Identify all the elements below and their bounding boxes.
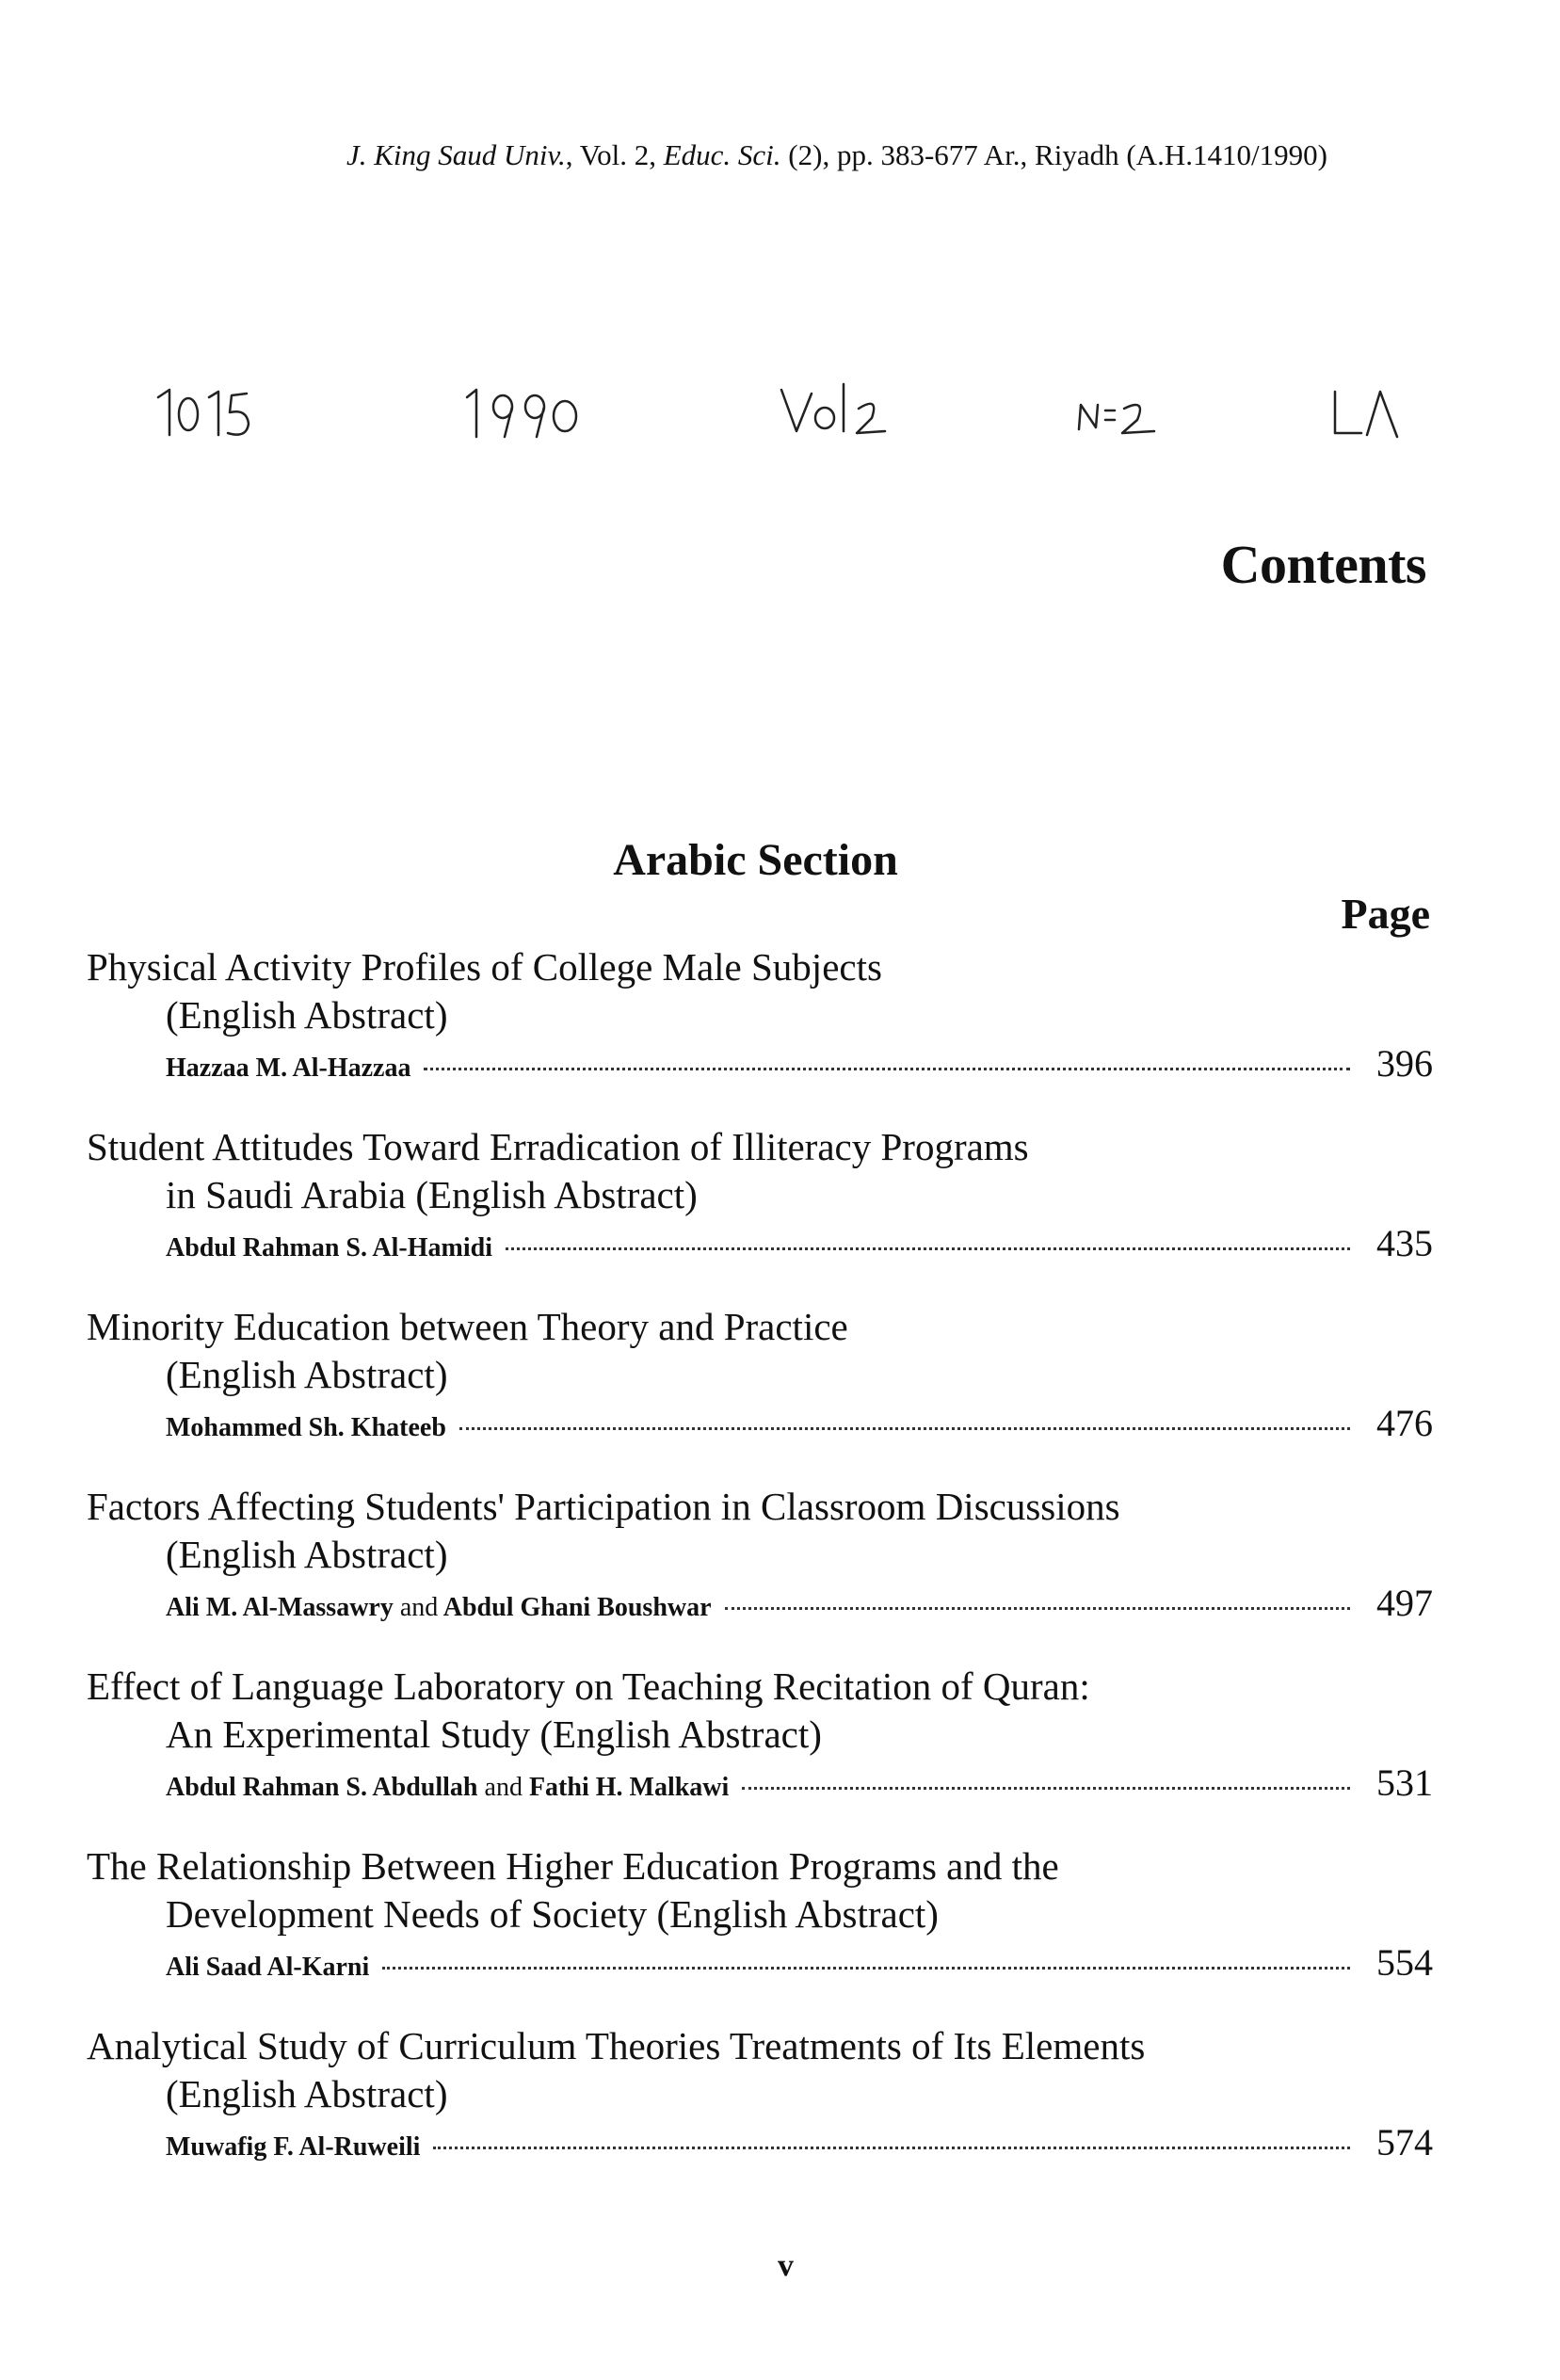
entry-title-continued: (English Abstract)	[166, 2072, 448, 2115]
entry-title: The Relationship Between Higher Education Programs and the	[87, 1844, 1059, 1888]
entry-page-number: 531	[1376, 1761, 1433, 1804]
entry-page-number: 497	[1376, 1582, 1433, 1624]
handwritten-note-issue	[1079, 405, 1154, 433]
handwritten-note-volume	[781, 384, 885, 433]
author-conjunction: and	[399, 1593, 439, 1622]
dot-leader	[506, 1247, 1350, 1250]
author-conjunction: and	[484, 1773, 523, 1802]
entry-title-continued: Development Needs of Society (English Abstract)	[166, 1892, 939, 1936]
section-title: Arabic Section	[613, 835, 898, 885]
entry-page-number: 574	[1376, 2121, 1433, 2163]
entry-authors	[166, 1593, 712, 1623]
entry-page-number: 396	[1376, 1042, 1433, 1085]
toc-list	[87, 943, 1433, 2202]
dot-leader	[382, 1967, 1350, 1970]
entry-author: Abdul Rahman S. Abdullah	[166, 1773, 478, 1802]
journal-name: J. King Saud Univ.	[346, 138, 566, 171]
entry-author: Ali M. Al-Massawry	[166, 1593, 394, 1622]
entry-title: Physical Activity Profiles of College Male Subjects	[87, 945, 882, 989]
toc-entry[interactable]	[87, 1483, 1433, 1663]
entry-title-continued: (English Abstract)	[166, 1533, 448, 1576]
entry-author: Mohammed Sh. Khateeb	[166, 1413, 446, 1442]
entry-author-row	[87, 2120, 1433, 2164]
entry-author-row	[87, 1940, 1433, 1985]
dot-leader	[424, 1068, 1350, 1070]
entry-coauthor: Fathi H. Malkawi	[528, 1773, 730, 1802]
entry-authors	[166, 1233, 492, 1263]
entry-authors	[166, 1773, 729, 1803]
entry-author: Ali Saad Al-Karni	[166, 1953, 370, 1982]
entry-authors	[166, 1413, 446, 1443]
entry-author-row	[87, 1041, 1433, 1085]
journal-volume: , Vol. 2,	[565, 138, 664, 171]
folio-page-number: v	[778, 2248, 794, 2283]
toc-entry[interactable]	[87, 943, 1433, 1123]
toc-entry[interactable]	[87, 1663, 1433, 1842]
toc-entry[interactable]	[87, 1303, 1433, 1483]
entry-page-number: 476	[1376, 1402, 1433, 1444]
entry-author-row	[87, 1221, 1433, 1265]
entry-title: Factors Affecting Students' Participation in Classroom Discussions	[87, 1485, 1120, 1528]
dot-leader	[725, 1607, 1350, 1610]
entry-authors	[166, 2132, 420, 2163]
handwritten-note-call-number	[158, 390, 249, 435]
entry-title-continued: An Experimental Study (English Abstract)	[166, 1713, 822, 1756]
entry-title-continued: in Saudi Arabia (English Abstract)	[166, 1173, 698, 1216]
entry-title-continued: (English Abstract)	[166, 993, 448, 1037]
entry-author: Hazzaa M. Al-Hazzaa	[166, 1053, 411, 1083]
dot-leader	[433, 2147, 1350, 2149]
entry-author: Abdul Rahman S. Al-Hamidi	[166, 1233, 492, 1262]
running-head	[346, 138, 1327, 172]
entry-title: Minority Education between Theory and Practice	[87, 1305, 848, 1348]
journal-field: Educ. Sci.	[663, 138, 781, 171]
entry-authors	[166, 1053, 410, 1084]
entry-title: Effect of Language Laboratory on Teaching Recitation of Quran:	[87, 1664, 1090, 1708]
entry-author-row	[87, 1581, 1433, 1625]
entry-authors	[166, 1953, 369, 1983]
handwritten-annotations	[0, 377, 1560, 461]
toc-entry[interactable]	[87, 1123, 1433, 1303]
entry-title: Student Attitudes Toward Erradication of Illiteracy Programs	[87, 1125, 1029, 1168]
entry-title-continued: (English Abstract)	[166, 1353, 448, 1396]
entry-title: Analytical Study of Curriculum Theories Treatments of Its Elements	[87, 2024, 1146, 2067]
handwritten-note-year	[467, 390, 576, 437]
entry-author: Muwafig F. Al-Ruweili	[166, 2132, 421, 2162]
dot-leader	[742, 1787, 1350, 1790]
entry-page-number: 554	[1376, 1941, 1433, 1984]
page-column-heading: Page	[1341, 890, 1430, 938]
page-title: Contents	[1220, 534, 1426, 595]
entry-author-row	[87, 1401, 1433, 1445]
handwritten-note-lang	[1335, 392, 1397, 437]
entry-coauthor: Abdul Ghani Boushwar	[442, 1593, 712, 1622]
journal-issue-pages: (2), pp. 383-677 Ar., Riyadh (A.H.1410/1990)	[780, 138, 1327, 171]
toc-entry[interactable]	[87, 1842, 1433, 2022]
entry-author-row	[87, 1761, 1433, 1805]
toc-entry[interactable]	[87, 2022, 1433, 2202]
entry-page-number: 435	[1376, 1222, 1433, 1264]
dot-leader	[459, 1427, 1350, 1430]
